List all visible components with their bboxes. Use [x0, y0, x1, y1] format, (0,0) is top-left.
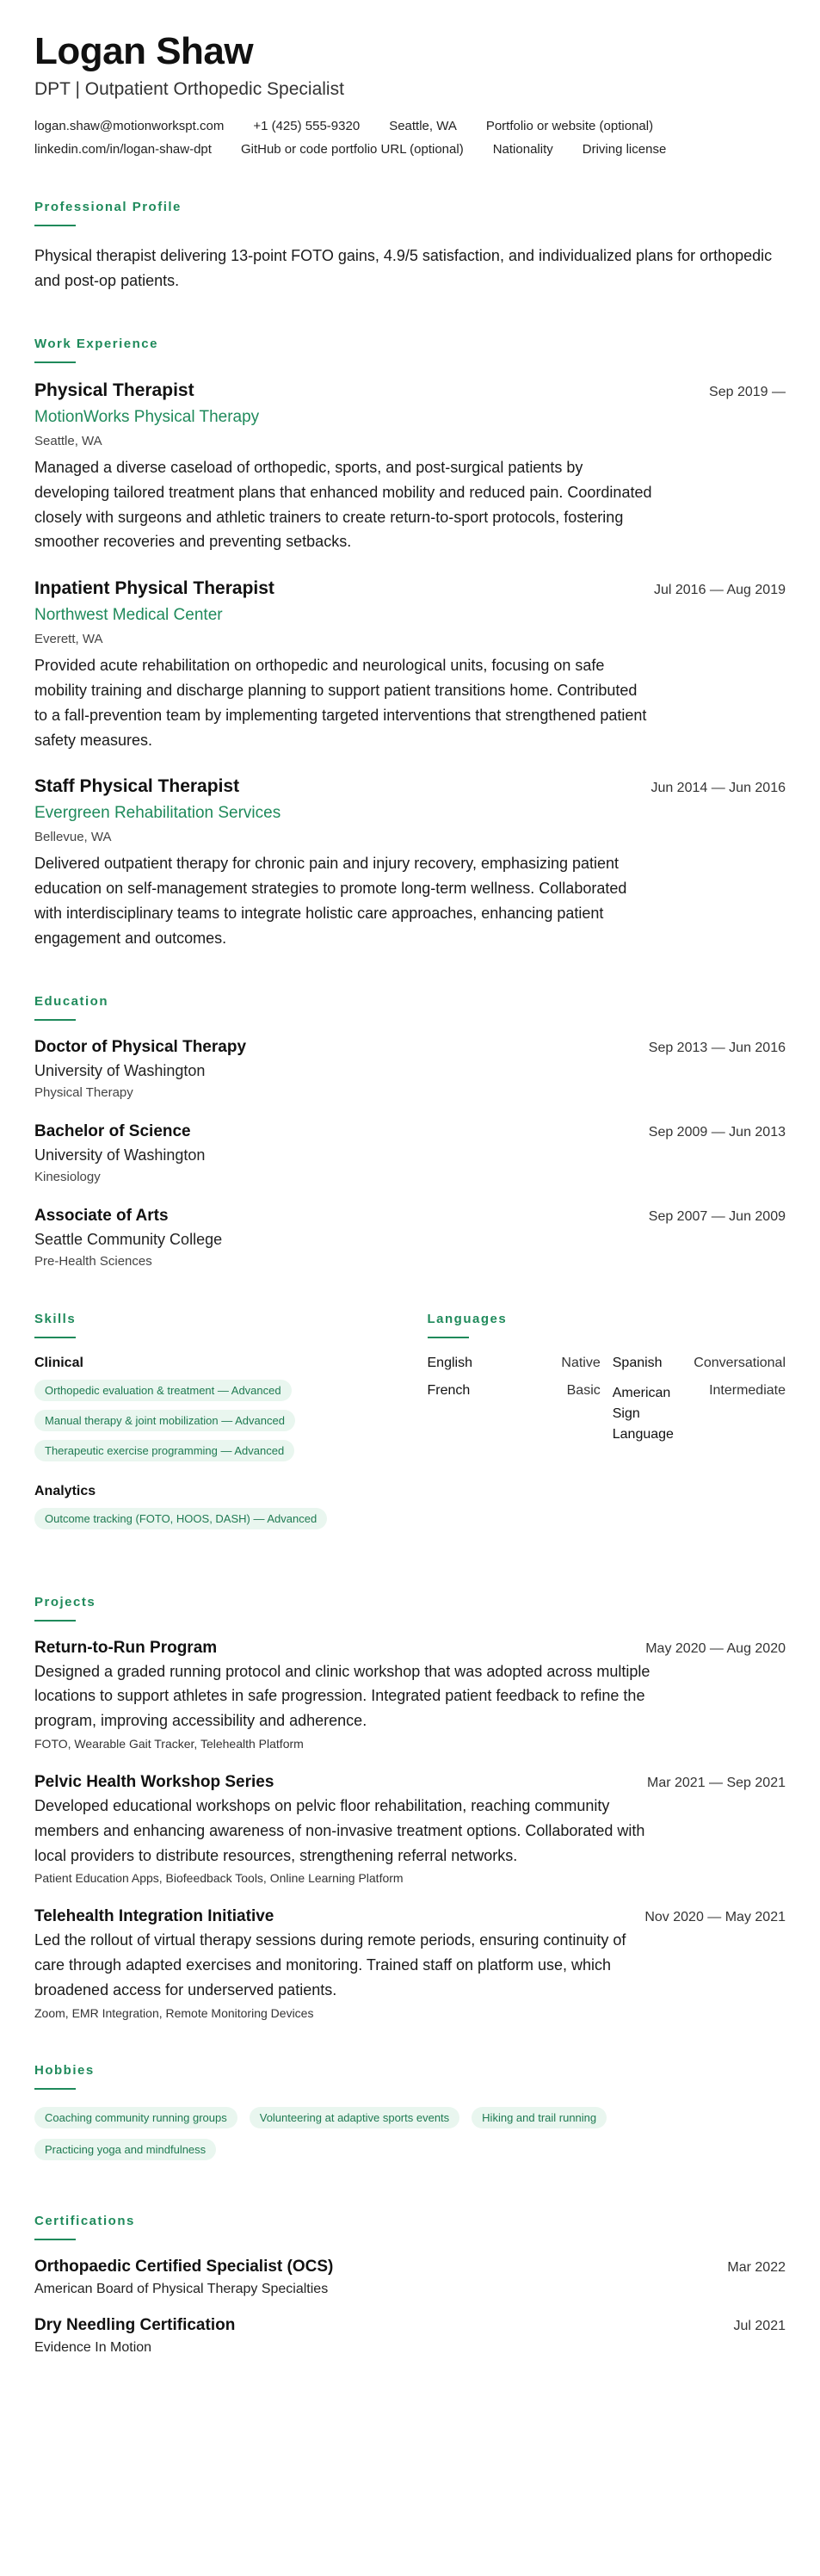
project-entry [34, 1907, 786, 2019]
project-date: May 2020 — Aug 2020 [645, 1640, 786, 1656]
job-description: Delivered outpatient therapy for chronic pain and injury recovery, emphasizing patient education on self-management strategies to promote long-term wellness. Collaborated with interdisciplinary teams to integrate holistic care approaches, enhancing patient engagement and outcomes. [34, 855, 627, 947]
degree-title: Doctor of Physical Therapy [34, 1037, 247, 1056]
language-item [613, 1383, 786, 1445]
contact-email[interactable]: logan.shaw@motionworkspt.com [34, 119, 225, 134]
candidate-name: Logan Shaw [34, 30, 254, 72]
section-heading: Projects [34, 1594, 96, 1609]
field-of-study: Kinesiology [34, 1169, 101, 1184]
job-company: MotionWorks Physical Therapy [34, 407, 260, 426]
education-entry [34, 1122, 786, 1184]
job-date: Jun 2014 — Jun 2016 [650, 781, 786, 796]
section-heading: Skills [34, 1311, 77, 1326]
language-list [428, 1356, 786, 1445]
section-divider [34, 2088, 76, 2090]
profile-summary: Physical therapist delivering 13-point FOTO gains, 4.9/5 satisfaction, and individualized plans for orthopedic and post-op patients. [34, 247, 773, 290]
hobby-tag: Hiking and trail running [472, 2107, 607, 2128]
language-level: Native [561, 1355, 601, 1370]
language-item [428, 1383, 601, 1445]
skill-category: Clinical [34, 1355, 83, 1370]
project-date: Mar 2021 — Sep 2021 [647, 1775, 786, 1790]
experience-entry [34, 380, 786, 554]
section-divider [34, 2239, 76, 2240]
degree-title: Associate of Arts [34, 1206, 169, 1225]
experience-section [34, 337, 786, 951]
degree-title: Bachelor of Science [34, 1121, 191, 1140]
job-company: Northwest Medical Center [34, 606, 223, 625]
language-item [428, 1356, 601, 1371]
project-tech: Patient Education Apps, Biofeedback Tools, Online Learning Platform [34, 1871, 404, 1886]
job-description: Managed a diverse caseload of orthopedic, sports, and post-surgical patients by developing tailored treatment plans that enhanced mobility and reduced pain. Coordinated closely with surgeons and athletic trainers to create return-to-sport protocols, fostering smoother recoveries and preventing setbacks. [34, 458, 652, 551]
language-name: American Sign Language [612, 1385, 674, 1442]
job-title: Inpatient Physical Therapist [34, 578, 274, 599]
experience-entry [34, 578, 786, 752]
job-description: Provided acute rehabilitation on orthopedic and neurological units, focusing on safe mobility training and discharge planning to support patient transitions home. Contributed to a fall-prevention team by implementing targeted interventions that strengthened patient safety measures. [34, 657, 647, 749]
skill-tag: Orthopedic evaluation & treatment — Advanced [34, 1380, 292, 1401]
project-tech: FOTO, Wearable Gait Tracker, Telehealth Platform [34, 1736, 304, 1751]
section-divider [34, 1019, 76, 1021]
language-name: Spanish [612, 1355, 663, 1370]
project-description: Designed a graded running protocol and clinic workshop that was adopted across multiple locations to support athletes in safe progression. Integrated patient feedback to refine the program, improving accessibility and adherence. [34, 1662, 650, 1730]
skill-category: Analytics [34, 1483, 96, 1498]
project-date: Nov 2020 — May 2021 [644, 1910, 786, 1925]
contact-driving-license: Driving license [582, 142, 667, 158]
section-heading: Certifications [34, 2213, 135, 2228]
project-title: Return-to-Run Program [34, 1638, 218, 1657]
certification-title: Dry Needling Certification [34, 2315, 236, 2334]
section-heading: Professional Profile [34, 200, 182, 215]
project-title: Pelvic Health Workshop Series [34, 1772, 274, 1791]
skill-group [34, 1356, 393, 1470]
certification-title: Orthopaedic Certified Specialist (OCS) [34, 2257, 334, 2276]
job-date: Sep 2019 — [709, 384, 786, 399]
school-name: University of Washington [34, 1061, 206, 1079]
education-entry [34, 1038, 786, 1100]
candidate-title: DPT | Outpatient Orthopedic Specialist [34, 79, 344, 100]
degree-date: Sep 2013 — Jun 2016 [648, 1040, 786, 1055]
hobby-list [34, 2107, 786, 2171]
degree-date: Sep 2009 — Jun 2013 [648, 1124, 786, 1140]
contact-list [34, 119, 786, 157]
job-date: Jul 2016 — Aug 2019 [653, 583, 786, 598]
hobby-tag: Volunteering at adaptive sports events [250, 2107, 459, 2128]
section-divider [34, 1337, 76, 1338]
school-name: Seattle Community College [34, 1230, 223, 1248]
hobbies-section [34, 2063, 786, 2171]
job-location: Bellevue, WA [34, 830, 112, 845]
project-tech: Zoom, EMR Integration, Remote Monitoring Devices [34, 2005, 314, 2020]
resume-header [34, 31, 786, 157]
certification-entry [34, 2316, 786, 2356]
degree-date: Sep 2007 — Jun 2009 [648, 1208, 786, 1224]
contact-linkedin[interactable]: linkedin.com/in/logan-shaw-dpt [34, 142, 212, 158]
contact-phone[interactable]: +1 (425) 555-9320 [253, 119, 361, 134]
hobby-tag: Coaching community running groups [34, 2107, 237, 2128]
experience-entry [34, 776, 786, 950]
project-description: Led the rollout of virtual therapy sessions during remote periods, ensuring continuity of care through adapted exercises and monitoring. Trained staff on platform use, which broadened access for underserved patients. [34, 1931, 626, 1998]
education-entry [34, 1207, 786, 1269]
contact-location: Seattle, WA [389, 119, 457, 134]
certification-entry [34, 2258, 786, 2297]
language-level: Conversational [694, 1355, 786, 1370]
contact-nationality: Nationality [492, 142, 553, 158]
section-divider [34, 225, 76, 226]
job-title: Physical Therapist [34, 380, 194, 400]
section-heading: Hobbies [34, 2062, 95, 2078]
skill-tag: Manual therapy & joint mobilization — Advanced [34, 1410, 295, 1431]
language-name: English [427, 1355, 472, 1370]
certification-org: American Board of Physical Therapy Specialties [34, 2281, 329, 2296]
certification-org: Evidence In Motion [34, 2339, 152, 2355]
languages-section [428, 1312, 786, 1552]
field-of-study: Pre-Health Sciences [34, 1253, 152, 1269]
contact-website[interactable]: Portfolio or website (optional) [485, 119, 654, 134]
project-title: Telehealth Integration Initiative [34, 1907, 274, 1926]
projects-section [34, 1595, 786, 2020]
section-divider [428, 1337, 469, 1338]
language-item [613, 1356, 786, 1371]
project-entry [34, 1639, 786, 1751]
school-name: University of Washington [34, 1146, 206, 1164]
section-heading: Languages [427, 1311, 508, 1326]
language-name: French [427, 1382, 471, 1398]
field-of-study: Physical Therapy [34, 1084, 133, 1100]
project-entry [34, 1773, 786, 1885]
certification-date: Mar 2022 [727, 2259, 786, 2275]
certifications-section [34, 2214, 786, 2356]
project-description: Developed educational workshops on pelvic floor rehabilitation, reaching community members and enhancing awareness of non-invasive treatment options. Collaborated with local providers to distribute resources, strengthening referral networks. [34, 1796, 645, 1864]
profile-section [34, 200, 786, 293]
section-divider [34, 361, 76, 363]
skills-languages-row [34, 1312, 786, 1552]
section-heading: Work Experience [34, 336, 158, 351]
language-level: Basic [566, 1382, 601, 1398]
hobby-tag: Practicing yoga and mindfulness [34, 2139, 216, 2160]
skill-group [34, 1484, 393, 1538]
education-section [34, 994, 786, 1269]
skill-tag: Therapeutic exercise programming — Advanced [34, 1440, 294, 1461]
job-location: Everett, WA [34, 632, 103, 647]
certification-date: Jul 2021 [733, 2318, 786, 2333]
section-heading: Education [34, 993, 109, 1009]
skills-section [34, 1312, 393, 1552]
language-level: Intermediate [709, 1382, 786, 1398]
job-title: Staff Physical Therapist [34, 776, 240, 797]
section-divider [34, 1620, 76, 1622]
job-location: Seattle, WA [34, 433, 102, 448]
skill-tag: Outcome tracking (FOTO, HOOS, DASH) — Advanced [34, 1508, 327, 1529]
job-company: Evergreen Rehabilitation Services [34, 804, 281, 823]
contact-github[interactable]: GitHub or code portfolio URL (optional) [240, 142, 464, 158]
